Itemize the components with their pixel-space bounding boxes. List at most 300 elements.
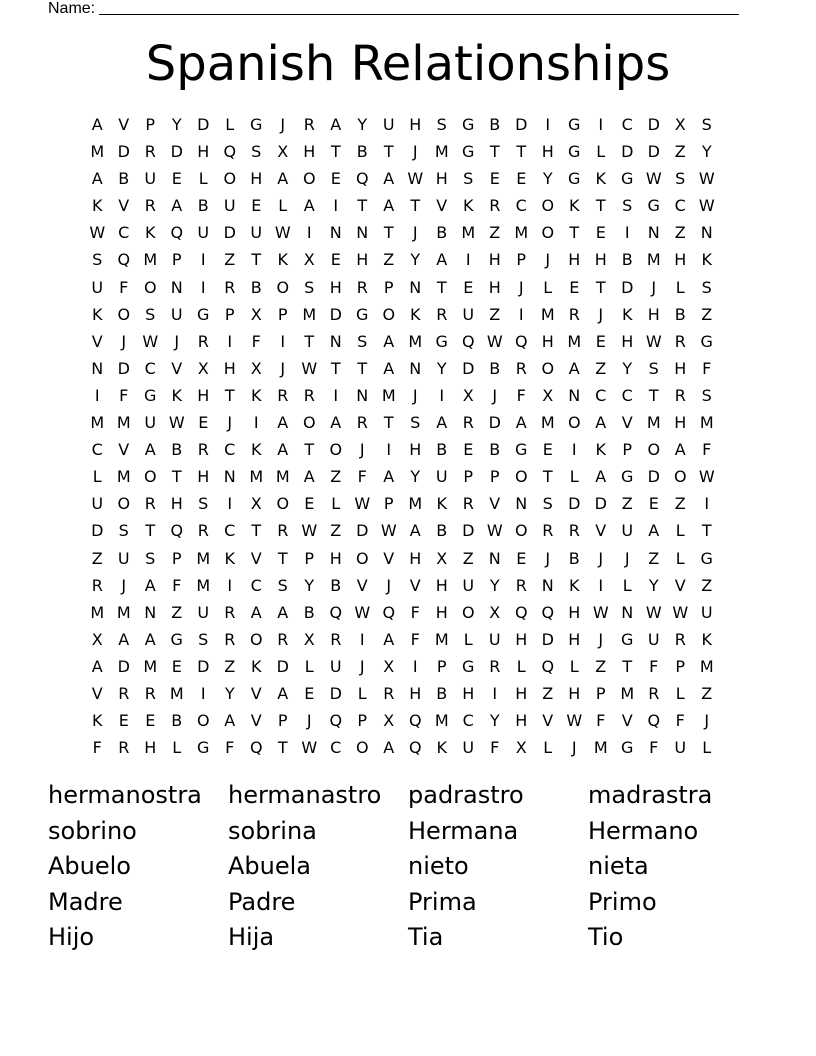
grid-letter: U xyxy=(700,602,713,622)
grid-letter: H xyxy=(329,548,342,568)
grid-letter: T xyxy=(383,223,394,243)
grid-letter: Y xyxy=(489,575,500,595)
grid-letter: U xyxy=(223,196,236,216)
grid-letter: O xyxy=(143,467,157,487)
name-blank-line xyxy=(99,14,739,15)
grid-letter: R xyxy=(197,521,209,541)
grid-letter: K xyxy=(251,385,262,405)
grid-letter: R xyxy=(462,494,474,514)
grid-letter: S xyxy=(436,115,447,134)
page-title: Spanish Relationships xyxy=(145,36,671,92)
grid-letter: R xyxy=(303,115,315,134)
grid-letter: R xyxy=(224,277,236,297)
grid-letter: H xyxy=(303,142,316,162)
grid-letter: G xyxy=(647,196,660,216)
grid-letter: H xyxy=(144,738,157,758)
grid-letter: Y xyxy=(648,575,659,595)
grid-letter: E xyxy=(145,711,156,731)
grid-letter: B xyxy=(489,358,501,378)
grid-letter: E xyxy=(595,223,606,243)
grid-letter: R xyxy=(144,142,156,162)
grid-letter: V xyxy=(621,413,633,433)
grid-letter: G xyxy=(462,142,475,162)
grid-letter: R xyxy=(144,494,156,514)
grid-letter: A xyxy=(277,683,289,703)
grid-letter: H xyxy=(515,629,528,649)
grid-letter: F xyxy=(92,738,102,758)
grid-letter: F xyxy=(516,385,526,405)
grid-letter: J xyxy=(386,575,392,595)
grid-letter: F xyxy=(172,575,182,595)
grid-letter: B xyxy=(171,440,183,460)
grid-letter: R xyxy=(674,385,686,405)
grid-letter: K xyxy=(436,738,447,758)
grid-letter: D xyxy=(541,629,554,649)
grid-letter: I xyxy=(359,629,365,649)
grid-letter: L xyxy=(304,656,314,676)
grid-letter: B xyxy=(250,277,262,297)
grid-letter: J xyxy=(545,250,551,270)
grid-letter: W xyxy=(592,602,609,622)
grid-letter: J xyxy=(121,331,127,351)
grid-letter: J xyxy=(359,656,365,676)
grid-letter: L xyxy=(463,629,473,649)
grid-letter: E xyxy=(118,711,129,731)
grid-letter: E xyxy=(304,683,315,703)
grid-letter: O xyxy=(541,223,555,243)
grid-letter: B xyxy=(171,711,183,731)
grid-letter: Z xyxy=(595,358,607,378)
grid-letter: X xyxy=(303,250,315,270)
grid-letter: N xyxy=(409,358,422,378)
grid-letter: P xyxy=(383,277,394,297)
grid-letter: L xyxy=(225,115,235,134)
grid-letter: R xyxy=(674,331,686,351)
grid-letter: O xyxy=(382,304,396,324)
grid-letter: W xyxy=(645,331,662,351)
grid-letter: K xyxy=(595,169,606,189)
grid-letter: O xyxy=(673,467,687,487)
grid-letter: J xyxy=(624,548,630,568)
grid-letter: X xyxy=(250,494,262,514)
grid-letter: N xyxy=(700,223,713,243)
grid-letter: D xyxy=(647,467,660,487)
grid-letter: T xyxy=(595,196,606,216)
grid-letter: I xyxy=(465,250,471,270)
grid-letter: L xyxy=(357,683,367,703)
grid-letter: F xyxy=(225,738,235,758)
grid-letter: E xyxy=(251,196,262,216)
grid-letter: J xyxy=(651,277,657,297)
grid-letter: K xyxy=(436,494,447,514)
grid-letter: C xyxy=(595,385,607,405)
grid-letter: I xyxy=(386,440,392,460)
grid-letter: L xyxy=(569,467,579,487)
grid-letter: N xyxy=(647,223,660,243)
grid-letter: W xyxy=(698,196,715,216)
grid-letter: Z xyxy=(542,683,554,703)
grid-letter: R xyxy=(118,683,130,703)
grid-letter: R xyxy=(462,413,474,433)
grid-letter: P xyxy=(171,548,182,568)
grid-letter: M xyxy=(620,683,635,703)
grid-letter: N xyxy=(568,385,581,405)
grid-letter: A xyxy=(277,413,289,433)
grid-letter: T xyxy=(277,738,288,758)
grid-letter: I xyxy=(227,331,233,351)
grid-letter: O xyxy=(223,169,237,189)
grid-letter: I xyxy=(439,385,445,405)
grid-letter: K xyxy=(251,656,262,676)
grid-letter: A xyxy=(383,331,395,351)
grid-letter: Z xyxy=(330,521,342,541)
grid-letter: J xyxy=(598,548,604,568)
grid-row xyxy=(84,626,720,653)
grid-letter: F xyxy=(119,277,129,297)
grid-letter: P xyxy=(277,711,288,731)
grid-letter: I xyxy=(598,115,604,134)
grid-letter: D xyxy=(647,142,660,162)
grid-letter: W xyxy=(672,602,689,622)
grid-letter: T xyxy=(542,467,553,487)
grid-letter: W xyxy=(698,169,715,189)
grid-letter: H xyxy=(435,602,448,622)
grid-letter: W xyxy=(407,169,424,189)
grid-letter: S xyxy=(277,575,288,595)
grid-letter: D xyxy=(197,115,210,134)
grid-row xyxy=(84,436,720,463)
grid-letter: V xyxy=(409,575,421,595)
grid-letter: H xyxy=(329,277,342,297)
grid-letter: H xyxy=(568,602,581,622)
grid-letter: H xyxy=(409,683,422,703)
word-bank-item: hermanastro xyxy=(228,781,382,809)
grid-letter: R xyxy=(489,656,501,676)
grid-letter: K xyxy=(701,629,712,649)
grid-letter: H xyxy=(621,331,634,351)
grid-letter: D xyxy=(462,521,475,541)
grid-letter: G xyxy=(621,467,634,487)
grid-letter: A xyxy=(277,602,289,622)
grid-letter: S xyxy=(675,169,686,189)
grid-letter: J xyxy=(598,629,604,649)
grid-letter: M xyxy=(143,656,158,676)
grid-letter: M xyxy=(434,629,449,649)
grid-letter: X xyxy=(383,711,395,731)
grid-letter: I xyxy=(227,575,233,595)
grid-letter: T xyxy=(330,142,341,162)
grid-letter: A xyxy=(674,440,686,460)
grid-letter: A xyxy=(144,575,156,595)
grid-letter: U xyxy=(144,413,157,433)
grid-letter: O xyxy=(514,467,528,487)
grid-letter: X xyxy=(383,656,395,676)
grid-letter: D xyxy=(170,142,183,162)
grid-letter: S xyxy=(118,521,129,541)
grid-letter: O xyxy=(647,440,661,460)
grid-letter: S xyxy=(304,277,315,297)
grid-letter: T xyxy=(357,358,368,378)
grid-letter: G xyxy=(462,656,475,676)
grid-letter: Z xyxy=(701,575,713,595)
grid-letter: G xyxy=(435,331,448,351)
grid-letter: N xyxy=(515,494,528,514)
grid-letter: H xyxy=(647,304,660,324)
grid-letter: W xyxy=(142,331,159,351)
grid-letter: P xyxy=(145,115,156,134)
word-bank-item: Hijo xyxy=(48,923,95,951)
grid-row xyxy=(84,355,720,382)
grid-letter: Y xyxy=(489,711,500,731)
grid-letter: B xyxy=(118,169,130,189)
grid-letter: A xyxy=(409,521,421,541)
grid-letter: I xyxy=(253,413,259,433)
grid-letter: I xyxy=(492,683,498,703)
word-bank-item: nieta xyxy=(588,852,649,880)
grid-letter: L xyxy=(596,142,606,162)
grid-letter: N xyxy=(356,223,369,243)
grid-letter: Z xyxy=(489,304,501,324)
grid-letter: O xyxy=(143,277,157,297)
grid-letter: C xyxy=(118,223,130,243)
grid-letter: J xyxy=(227,413,233,433)
grid-letter: B xyxy=(436,440,448,460)
grid-letter: T xyxy=(171,467,182,487)
word-bank-item: sobrino xyxy=(48,816,137,845)
grid-row xyxy=(84,653,720,680)
grid-letter: U xyxy=(435,467,448,487)
grid-letter: B xyxy=(674,304,686,324)
grid-letter: A xyxy=(277,169,289,189)
grid-letter: H xyxy=(541,331,554,351)
grid-letter: A xyxy=(118,629,130,649)
grid-letter: H xyxy=(197,385,210,405)
grid-letter: F xyxy=(649,656,659,676)
grid-letter: C xyxy=(515,196,527,216)
grid-letter: R xyxy=(568,521,580,541)
grid-letter: M xyxy=(514,223,529,243)
grid-letter: K xyxy=(410,304,421,324)
grid-letter: K xyxy=(145,223,156,243)
grid-letter: E xyxy=(516,169,527,189)
grid-letter: M xyxy=(408,331,423,351)
grid-row xyxy=(84,463,720,490)
grid-letter: D xyxy=(117,358,130,378)
grid-letter: T xyxy=(569,223,580,243)
grid-letter: P xyxy=(171,250,182,270)
grid-letter: S xyxy=(622,196,633,216)
grid-letter: U xyxy=(382,115,395,134)
grid-letter: O xyxy=(249,629,263,649)
grid-letter: H xyxy=(674,358,687,378)
grid-letter: U xyxy=(91,494,104,514)
grid-letter: T xyxy=(251,250,262,270)
word-bank-item: Primo xyxy=(588,887,657,916)
grid-letter: H xyxy=(488,277,501,297)
grid-letter: Y xyxy=(622,358,633,378)
grid-letter: W xyxy=(354,602,371,622)
grid-letter: L xyxy=(543,277,553,297)
grid-letter: B xyxy=(330,575,342,595)
grid-row xyxy=(84,517,720,544)
grid-letter: W xyxy=(301,738,318,758)
grid-letter: M xyxy=(196,548,211,568)
grid-row xyxy=(84,138,720,165)
grid-letter: G xyxy=(197,304,210,324)
grid-letter: O xyxy=(541,358,555,378)
grid-letter: C xyxy=(144,358,156,378)
grid-letter: G xyxy=(356,304,369,324)
grid-letter: H xyxy=(568,250,581,270)
grid-letter: Z xyxy=(462,548,474,568)
grid-letter: V xyxy=(118,115,130,134)
letter-grid xyxy=(84,111,720,761)
grid-letter: P xyxy=(224,304,235,324)
grid-letter: Q xyxy=(408,738,422,758)
grid-letter: W xyxy=(698,467,715,487)
grid-letter: I xyxy=(704,494,710,514)
grid-letter: Y xyxy=(701,142,712,162)
grid-letter: W xyxy=(645,169,662,189)
grid-letter: V xyxy=(383,548,395,568)
grid-letter: V xyxy=(674,575,686,595)
grid-letter: B xyxy=(303,602,315,622)
grid-letter: P xyxy=(383,494,394,514)
grid-letter: R xyxy=(489,196,501,216)
grid-letter: Z xyxy=(330,467,342,487)
grid-letter: D xyxy=(647,115,660,134)
grid-letter: Z xyxy=(171,602,183,622)
grid-letter: W xyxy=(274,223,291,243)
grid-letter: W xyxy=(89,223,106,243)
grid-letter: C xyxy=(621,385,633,405)
grid-letter: E xyxy=(171,169,182,189)
grid-letter: T xyxy=(330,358,341,378)
grid-row xyxy=(84,734,720,761)
grid-letter: X xyxy=(674,115,686,134)
grid-letter: Z xyxy=(701,683,713,703)
word-bank-item: madrastra xyxy=(588,781,713,809)
grid-letter: W xyxy=(486,331,503,351)
grid-letter: I xyxy=(200,683,206,703)
grid-letter: L xyxy=(675,277,685,297)
word-bank-item: padrastro xyxy=(408,781,524,809)
grid-letter: T xyxy=(357,196,368,216)
grid-letter: T xyxy=(516,142,527,162)
grid-letter: Y xyxy=(410,467,421,487)
grid-letter: T xyxy=(410,196,421,216)
grid-letter: U xyxy=(462,304,475,324)
grid-letter: B xyxy=(436,521,448,541)
grid-letter: S xyxy=(357,331,368,351)
grid-letter: K xyxy=(92,196,103,216)
grid-row xyxy=(84,192,720,219)
grid-row xyxy=(84,328,720,355)
grid-letter: L xyxy=(331,494,341,514)
grid-letter: N xyxy=(409,277,422,297)
grid-letter: G xyxy=(515,440,528,460)
grid-letter: F xyxy=(490,738,500,758)
grid-letter: V xyxy=(542,711,554,731)
grid-letter: A xyxy=(383,467,395,487)
word-bank-item: Hija xyxy=(228,923,275,951)
grid-letter: I xyxy=(333,385,339,405)
grid-letter: L xyxy=(675,683,685,703)
grid-letter: Q xyxy=(223,142,237,162)
grid-letter: G xyxy=(621,738,634,758)
grid-letter: R xyxy=(144,683,156,703)
grid-letter: M xyxy=(143,250,158,270)
grid-letter: C xyxy=(91,440,103,460)
grid-letter: A xyxy=(595,467,607,487)
grid-letter: A xyxy=(303,196,315,216)
grid-letter: G xyxy=(568,115,581,134)
grid-letter: T xyxy=(436,277,447,297)
grid-letter: F xyxy=(702,440,712,460)
grid-row xyxy=(84,707,720,734)
grid-letter: Z xyxy=(91,548,103,568)
grid-letter: K xyxy=(251,440,262,460)
grid-letter: B xyxy=(197,196,209,216)
grid-letter: S xyxy=(648,358,659,378)
grid-letter: U xyxy=(91,277,104,297)
grid-letter: Q xyxy=(329,711,343,731)
grid-letter: A xyxy=(144,440,156,460)
grid-letter: R xyxy=(542,521,554,541)
grid-letter: P xyxy=(516,250,527,270)
grid-letter: U xyxy=(462,575,475,595)
grid-letter: W xyxy=(486,521,503,541)
grid-letter: K xyxy=(171,385,182,405)
grid-letter: U xyxy=(674,738,687,758)
grid-letter: F xyxy=(251,331,261,351)
grid-letter: M xyxy=(90,142,105,162)
grid-letter: U xyxy=(621,521,634,541)
word-bank xyxy=(48,778,768,956)
grid-letter: U xyxy=(170,304,183,324)
grid-letter: O xyxy=(117,494,131,514)
grid-letter: D xyxy=(594,494,607,514)
grid-letter: B xyxy=(621,250,633,270)
grid-letter: P xyxy=(436,656,447,676)
grid-letter: H xyxy=(435,169,448,189)
grid-letter: Z xyxy=(674,494,686,514)
grid-letter: K xyxy=(622,304,633,324)
grid-letter: D xyxy=(117,656,130,676)
grid-letter: L xyxy=(198,169,208,189)
grid-letter: Q xyxy=(647,711,661,731)
grid-letter: R xyxy=(224,602,236,622)
grid-letter: R xyxy=(303,385,315,405)
grid-row xyxy=(84,680,720,707)
grid-letter: U xyxy=(250,223,263,243)
grid-letter: D xyxy=(621,277,634,297)
grid-letter: L xyxy=(516,656,526,676)
grid-letter: G xyxy=(700,548,713,568)
grid-letter: U xyxy=(329,656,342,676)
grid-letter: T xyxy=(277,548,288,568)
grid-letter: Y xyxy=(542,169,553,189)
grid-letter: H xyxy=(488,250,501,270)
grid-letter: R xyxy=(224,629,236,649)
grid-letter: R xyxy=(91,575,103,595)
grid-letter: I xyxy=(200,277,206,297)
grid-letter: D xyxy=(515,115,528,134)
grid-letter: T xyxy=(224,385,235,405)
grid-letter: V xyxy=(91,331,103,351)
grid-letter: W xyxy=(645,602,662,622)
grid-letter: M xyxy=(646,413,661,433)
